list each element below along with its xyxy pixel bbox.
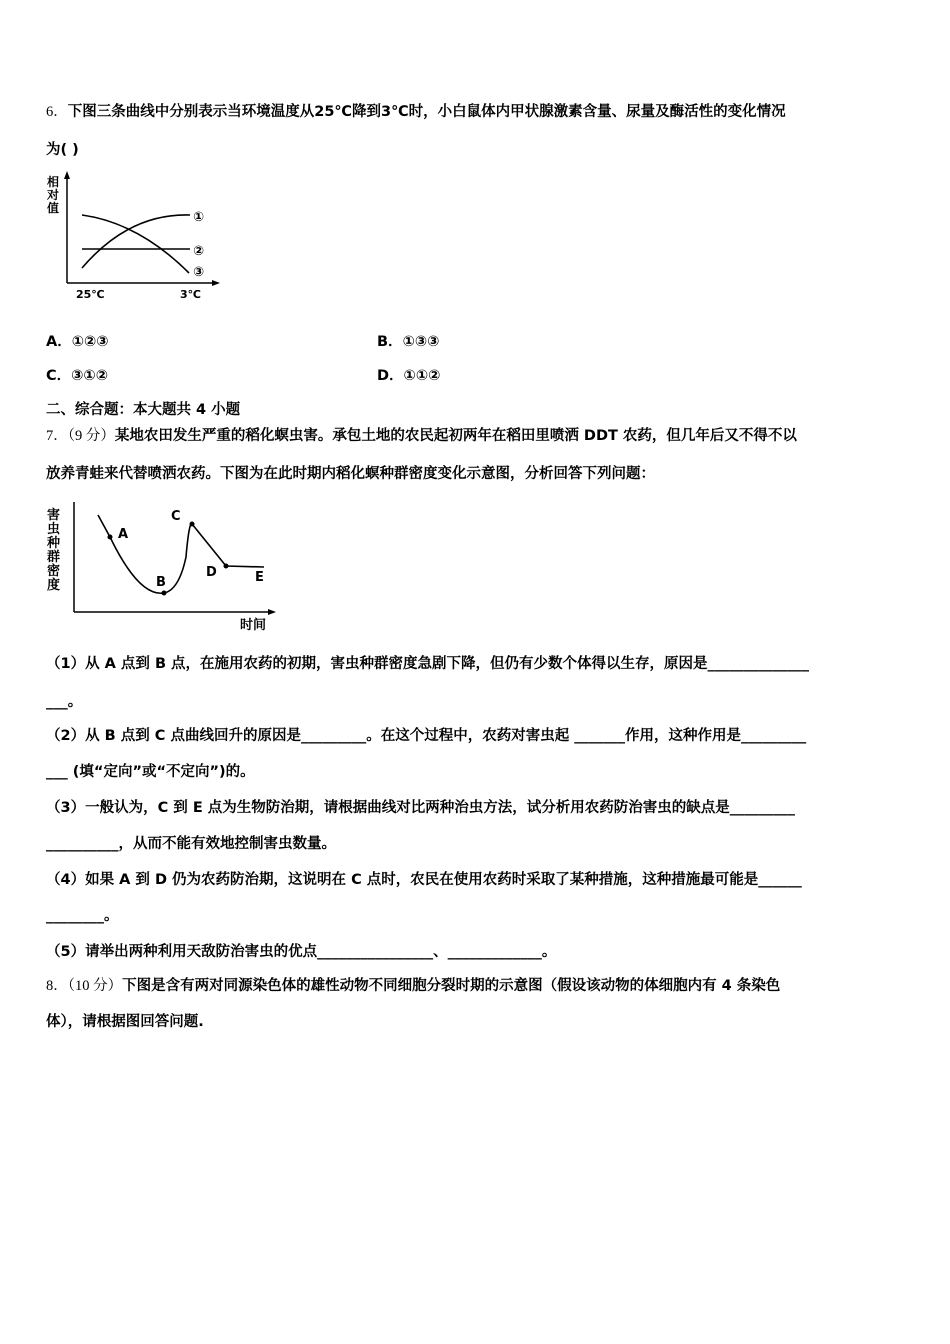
curve-label-2: ②	[193, 244, 205, 259]
option-text: ①②③	[71, 334, 109, 350]
q7-sub2-line1: （2）从 B 点到 C 点曲线回升的原因是_________。在这个过程中，农药对害虫起 _______作用，这种作用是_________	[46, 728, 807, 744]
option-a[interactable]	[46, 332, 109, 352]
q6-line2: 为( )	[46, 142, 79, 158]
ylabel-char: 种	[47, 536, 61, 551]
section-title: 二、综合题：本大题共 4 小题	[46, 402, 241, 418]
q7-line1	[46, 426, 797, 446]
point-d-label: D	[206, 565, 217, 580]
q8-number: 8．	[46, 978, 68, 994]
point-a-label: A	[118, 527, 129, 542]
ylabel-char: 值	[47, 201, 60, 215]
q8-score: （10 分）	[67, 978, 123, 994]
option-letter: D．	[377, 368, 404, 384]
x-arrow-icon	[212, 280, 220, 286]
option-text: ①①②	[403, 368, 441, 384]
xlabel: 时间	[240, 618, 267, 633]
option-text: ①③③	[402, 334, 440, 350]
q8-line1	[46, 976, 780, 996]
q7-sub4-line1: （4）如果 A 到 D 仍为农药防治期，这说明在 C 点时，农民在使用农药时采取了某种措施，这种措施最可能是______	[46, 872, 802, 888]
ylabel-char: 相	[47, 175, 60, 189]
q6-figure	[44, 168, 234, 303]
curve-label-1: ①	[193, 210, 205, 225]
q6-number: 6．	[46, 104, 68, 120]
x-arrow-icon	[268, 609, 276, 615]
option-d[interactable]	[377, 366, 440, 386]
point-d-marker	[224, 564, 229, 569]
q7-stem: 某地农田发生严重的稻化螟虫害。承包土地的农民起初两年在稻田里喷洒 DDT 农药，但几年后又不得不以	[114, 428, 797, 444]
option-letter: C．	[46, 368, 72, 384]
option-text: ③①②	[71, 368, 108, 384]
x-start-label: 25℃	[76, 288, 105, 301]
q7-number: 7．	[46, 428, 68, 444]
q7-sub1-line2: ___。	[46, 694, 83, 710]
point-e-label: E	[255, 570, 264, 585]
q7-sub3-line1: （3）一般认为，C 到 E 点为生物防治期，请根据曲线对比两种治虫方法，试分析用农药防治害虫的缺点是_________	[46, 800, 796, 816]
ylabel-char: 密	[47, 564, 61, 579]
q7-line2: 放养青蛙来代替喷洒农药。下图为在此时期内稻化螟种群密度变化示意图，分析回答下列问题：	[46, 466, 655, 482]
q7-sub4-line2: ________。	[46, 908, 119, 924]
ylabel-char: 对	[47, 188, 60, 202]
q7-sub5-line1: （5）请举出两种利用天敌防治害虫的优点________________、_____________。	[46, 944, 557, 960]
point-b-label: B	[156, 575, 166, 590]
q7-score: （9 分）	[67, 428, 115, 444]
ylabel-char: 害	[47, 508, 61, 523]
x-end-label: 3℃	[180, 288, 201, 301]
curve-3	[82, 215, 189, 273]
y-arrow-icon	[64, 171, 70, 179]
option-b[interactable]	[377, 332, 439, 352]
q7-sub2-line2: ___ (填“定向”或“不定向”)的。	[46, 764, 255, 780]
point-c-marker	[190, 522, 195, 527]
curve-label-3: ③	[193, 265, 205, 280]
q7-sub3-line2: __________，从而不能有效地控制害虫数量。	[46, 836, 336, 852]
q8-line2: 体），请根据图回答问题.	[46, 1014, 204, 1030]
ylabel-char: 群	[47, 550, 61, 565]
option-c[interactable]	[46, 366, 108, 386]
ylabel-char: 虫	[47, 522, 61, 537]
option-letter: A．	[46, 334, 72, 350]
ylabel-char: 度	[47, 578, 61, 593]
q6-line1	[46, 102, 786, 122]
option-letter: B．	[377, 334, 403, 350]
point-a-marker	[108, 535, 113, 540]
point-b-marker	[162, 591, 167, 596]
point-c-label: C	[171, 509, 181, 524]
q7-figure	[44, 502, 280, 634]
q8-stem: 下图是含有两对同源染色体的雄性动物不同细胞分裂时期的示意图（假设该动物的体细胞内有 4 条染色	[122, 978, 781, 994]
q6-stem: 下图三条曲线中分别表示当环境温度从25℃降到3℃时，小白鼠体内甲状腺激素含量、尿量及酶活性的变化情况	[67, 104, 786, 120]
curve-1	[82, 215, 190, 268]
q7-sub1-line1: （1）从 A 点到 B 点，在施用农药的初期，害虫种群密度急剧下降，但仍有少数个体得以生存，原因是______________	[46, 656, 810, 672]
